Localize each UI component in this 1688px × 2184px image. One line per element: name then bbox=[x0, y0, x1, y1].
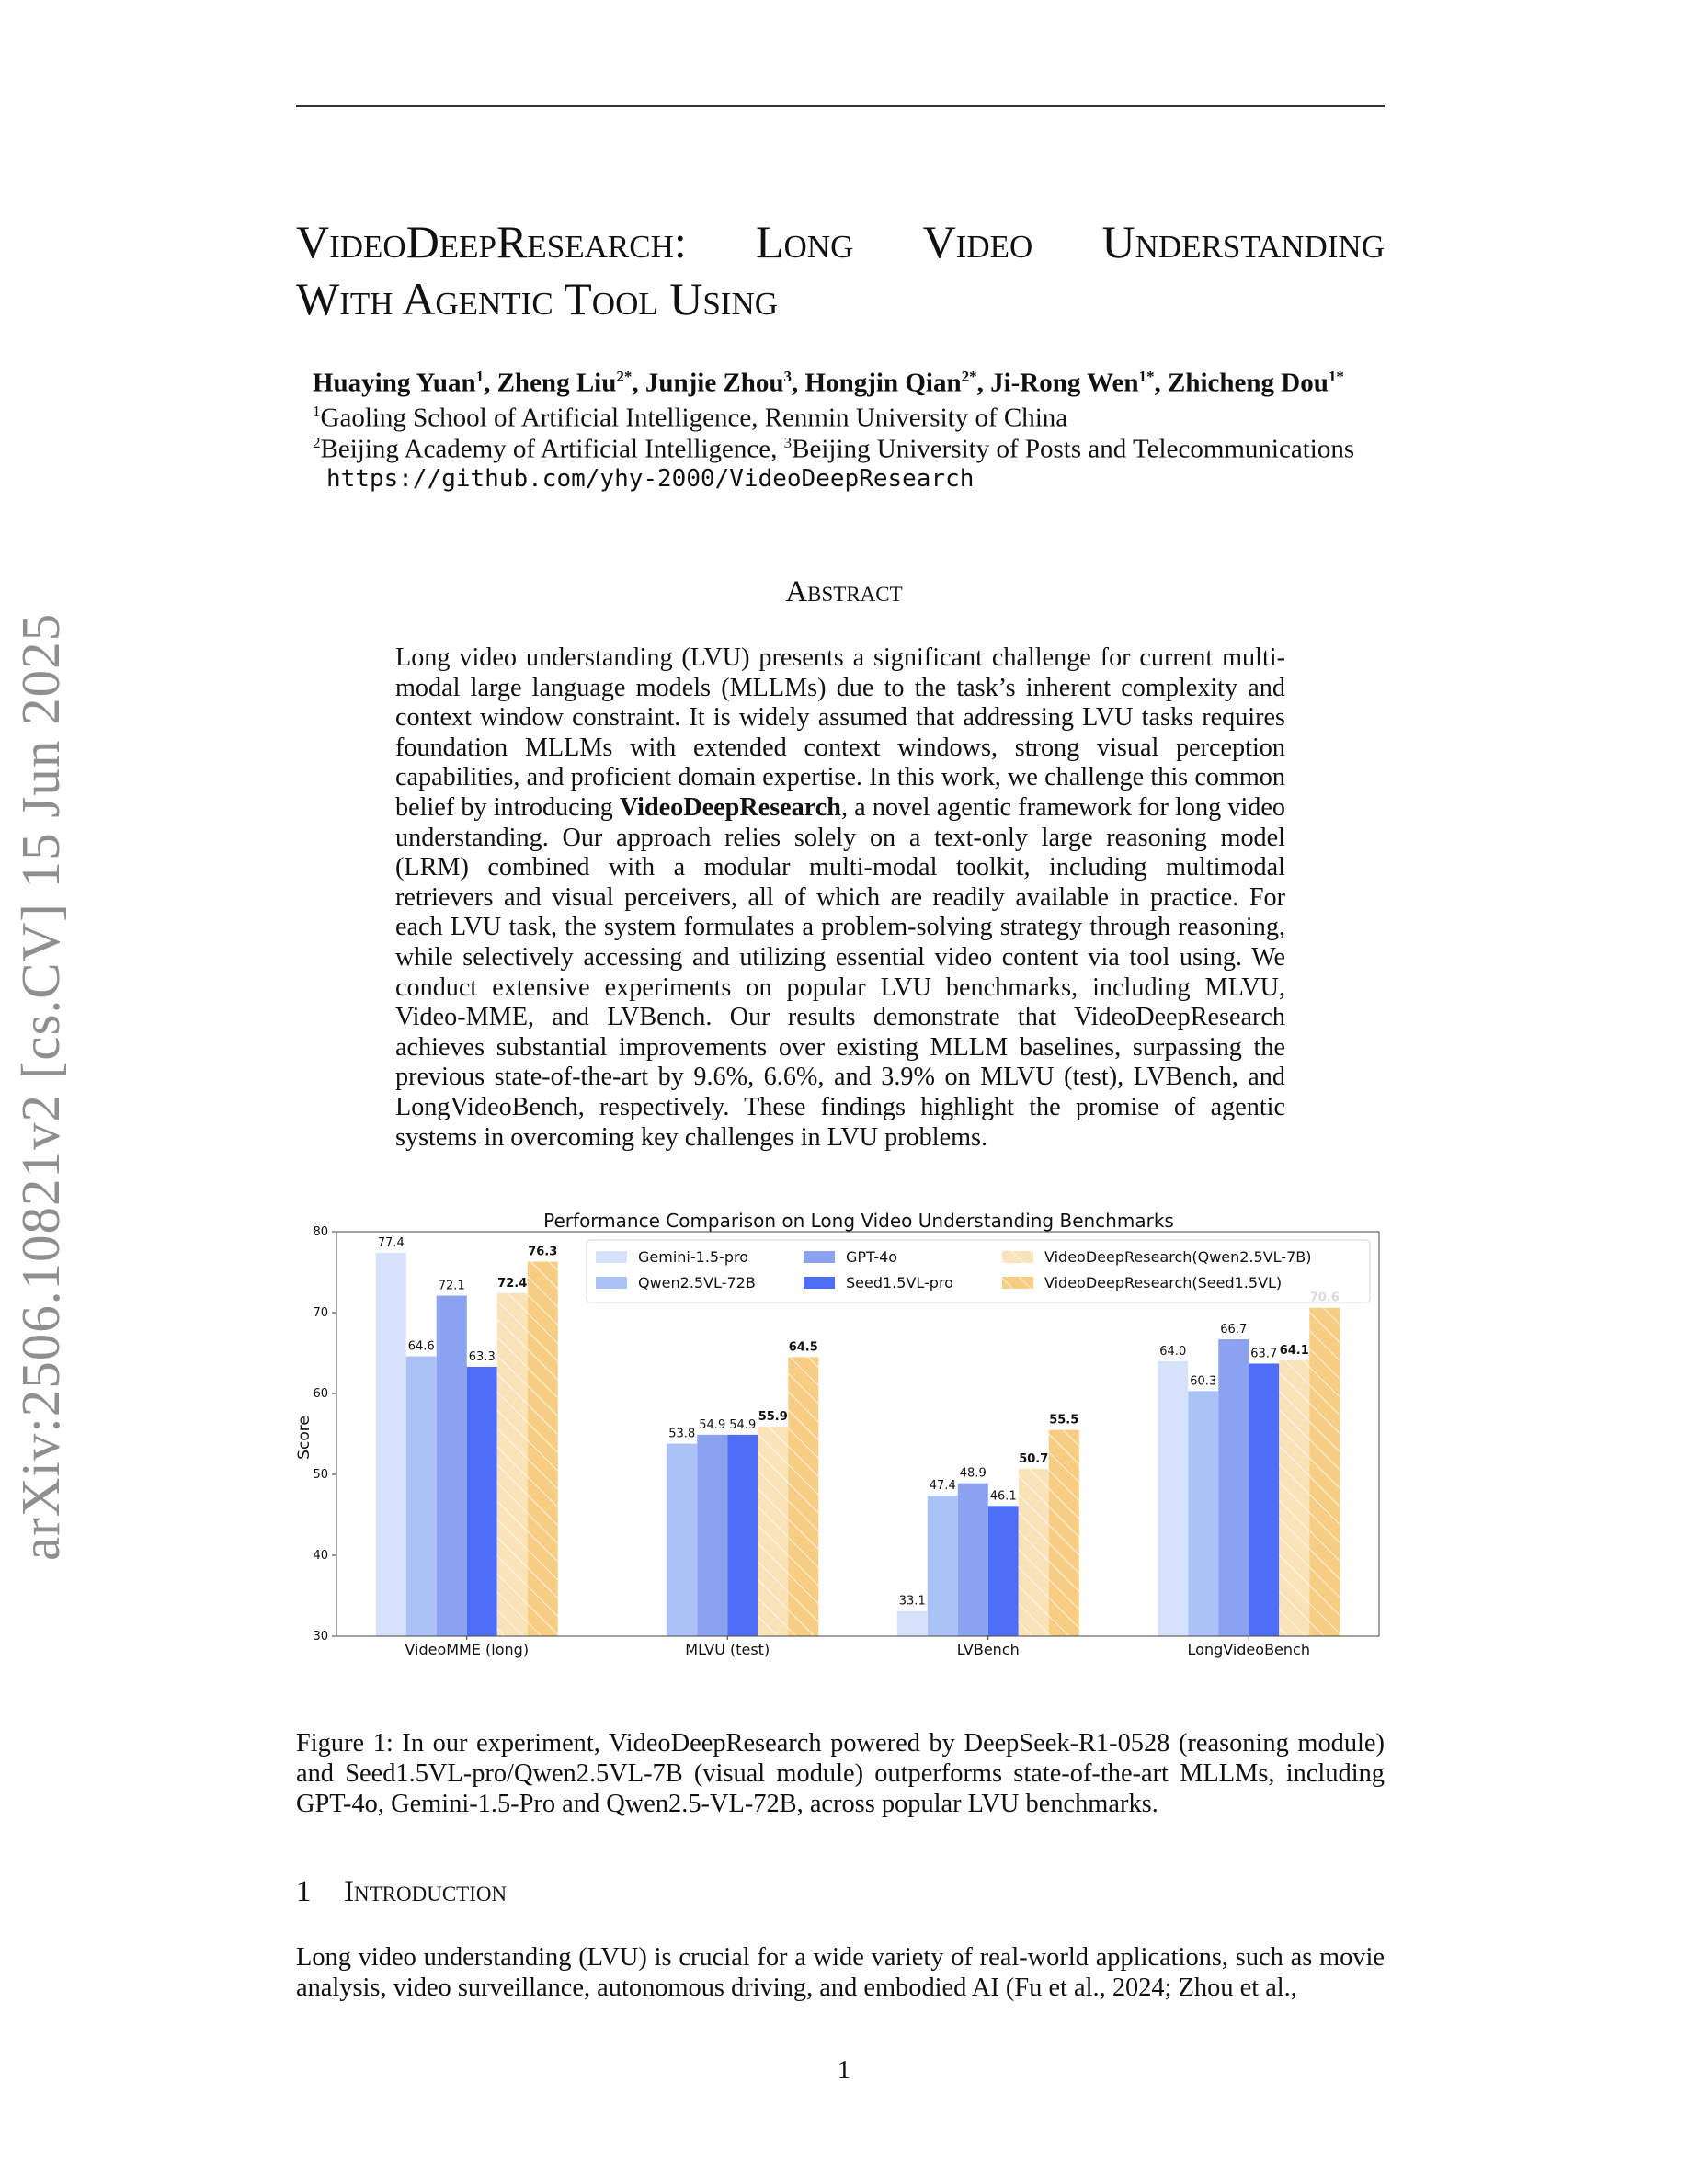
affiliation-text: Gaoling School of Artificial Intelligence, Renmin University of China bbox=[320, 403, 1068, 433]
data-label: 60.3 bbox=[1190, 1374, 1217, 1389]
chart-bar bbox=[958, 1484, 988, 1636]
abstract-framework-name: VideoDeepResearch bbox=[619, 792, 841, 822]
affiliation-text: Beijing Academy of Artificial Intelligence, bbox=[320, 434, 784, 464]
data-label: 63.7 bbox=[1250, 1347, 1278, 1361]
author-name: Huaying Yuan bbox=[313, 368, 476, 398]
data-label: 64.1 bbox=[1279, 1343, 1309, 1358]
author-name: Junjie Zhou bbox=[644, 368, 784, 398]
chart-bar-hatch bbox=[1309, 1308, 1340, 1636]
chart-bar-hatch bbox=[788, 1357, 818, 1636]
abstract-heading: Abstract bbox=[785, 575, 903, 609]
chart-bar bbox=[1158, 1361, 1188, 1636]
figure-caption: Figure 1: In our experiment, VideoDeepResearch powered by DeepSeek-R1-0528 (reasoning module) and Seed1.5VL-pro/Qwen2.5VL-7B (visual module) outperforms state-of-the-art MLLMs, including GPT-4o, Gemini-1.5-Pro and Qwen2.5-VL-72B, across popular LVU benchmarks. bbox=[296, 1729, 1385, 1818]
legend-swatch bbox=[804, 1277, 835, 1289]
legend-swatch bbox=[596, 1277, 627, 1289]
affiliation-1 bbox=[313, 403, 1067, 434]
data-label: 55.9 bbox=[758, 1410, 788, 1425]
chart-bar-hatch bbox=[528, 1262, 558, 1636]
legend-label: Gemini-1.5-pro bbox=[638, 1248, 749, 1266]
data-label: 66.7 bbox=[1220, 1323, 1248, 1337]
x-tick-label: MLVU (test) bbox=[685, 1641, 770, 1658]
abstract-part: Long video understanding (LVU) presents a significant challenge for current multi-modal large language models (MLLMs) due to the task’s inherent complexity and context window constraint. It is widely assumed that addressing LVU tasks requires foundation MLLMs with extended context windows, strong visual perception capabilities, and proficient domain expertise. In this work, we challenge this common belief by introducing bbox=[395, 643, 1285, 822]
chart-bar-hatch bbox=[1019, 1469, 1049, 1636]
chart-bar bbox=[988, 1506, 1019, 1636]
abstract-part: , a novel agentic framework for long video understanding. Our approach relies solely on a text-only large reasoning model (LRM) combined with a modular multi-modal toolkit, including multimodal retrievers and visual perceivers, all of which are readily available in practice. For each LVU task, the system formulates a problem-solving strategy through reasoning, while selectively accessing and utilizing essential video content via tool using. We conduct extensive experiments on popular LVU benchmarks, including MLVU, Video-MME, and LVBench. Our results demonstrate that VideoDeepResearch achieves substantial improvements over existing MLLM baselines, surpassing the previous state-of-the-art by 9.6%, 6.6%, and 3.9% on MLVU (test), LVBench, and LongVideoBench, respectively. These findings highlight the promise of agentic systems in overcoming key challenges in LVU problems. bbox=[395, 792, 1285, 1152]
author-affiliation-mark: 2* bbox=[961, 368, 977, 385]
data-label: 72.1 bbox=[438, 1279, 465, 1293]
title-line-1 bbox=[296, 213, 1385, 270]
author-affiliation-mark: 2* bbox=[616, 368, 633, 385]
author-name: Zhicheng Dou bbox=[1168, 368, 1329, 398]
data-label: 47.4 bbox=[929, 1478, 956, 1493]
data-label: 64.6 bbox=[407, 1339, 435, 1354]
author-affiliation-mark: 3 bbox=[783, 368, 793, 385]
arxiv-identifier[interactable]: arXiv:2506.10821v2 [cs.CV] 15 Jun 2025 bbox=[10, 612, 71, 1561]
title-word: Long bbox=[755, 216, 854, 267]
author-name: Zheng Liu bbox=[496, 368, 617, 398]
title-word: Video bbox=[922, 216, 1033, 267]
y-tick-label: 30 bbox=[313, 1630, 328, 1644]
chart-bar bbox=[727, 1435, 758, 1636]
chart-bar-hatch bbox=[497, 1293, 528, 1636]
chart-bar bbox=[667, 1444, 697, 1636]
chart-bar bbox=[1249, 1363, 1279, 1636]
abstract-text bbox=[395, 643, 1285, 1153]
data-label: 33.1 bbox=[898, 1594, 926, 1609]
y-tick-label: 50 bbox=[313, 1468, 328, 1482]
legend-swatch-hatch bbox=[1002, 1277, 1033, 1289]
data-label: 55.5 bbox=[1049, 1413, 1079, 1428]
paper-title bbox=[296, 213, 1385, 327]
section-heading bbox=[296, 1875, 507, 1909]
title-word: Understanding bbox=[1101, 216, 1385, 267]
author-name: Hongjin Qian bbox=[804, 368, 962, 398]
legend-label: VideoDeepResearch(Qwen2.5VL-7B) bbox=[1044, 1248, 1312, 1266]
chart-bar-hatch bbox=[1279, 1360, 1309, 1636]
data-label: 48.9 bbox=[959, 1466, 987, 1481]
y-tick-label: 70 bbox=[313, 1306, 328, 1320]
chart-bar bbox=[697, 1435, 727, 1636]
y-tick-label: 80 bbox=[313, 1225, 328, 1239]
author-affiliation-mark: 1 bbox=[475, 368, 485, 385]
benchmark-bar-chart bbox=[285, 1199, 1403, 1677]
affiliation-mark: 2 bbox=[313, 434, 321, 451]
affiliation-text: Beijing University of Posts and Telecommunications bbox=[792, 434, 1355, 464]
y-tick-label: 40 bbox=[313, 1549, 328, 1563]
data-label: 50.7 bbox=[1019, 1451, 1049, 1466]
legend-label: Qwen2.5VL-72B bbox=[638, 1274, 756, 1291]
section-title: Introduction bbox=[344, 1875, 508, 1908]
chart-bar bbox=[406, 1357, 437, 1636]
author-affiliation-mark: 1* bbox=[1328, 368, 1344, 385]
page-number: 1 bbox=[837, 2055, 851, 2085]
data-label: 77.4 bbox=[377, 1235, 405, 1250]
chart-bar-hatch bbox=[1049, 1430, 1079, 1636]
header-rule bbox=[296, 105, 1385, 107]
author-affiliation-mark: 1* bbox=[1138, 368, 1155, 385]
legend-label: Seed1.5VL-pro bbox=[846, 1274, 953, 1291]
legend-swatch bbox=[804, 1251, 835, 1263]
chart-title: Performance Comparison on Long Video Understanding Benchmarks bbox=[543, 1210, 1174, 1232]
title-word: VideoDeepResearch: bbox=[296, 216, 687, 267]
chart-bar bbox=[467, 1367, 497, 1636]
data-label: 63.3 bbox=[468, 1349, 496, 1364]
legend-swatch-hatch bbox=[1002, 1251, 1033, 1263]
legend-swatch bbox=[596, 1251, 627, 1263]
data-label: 46.1 bbox=[989, 1489, 1017, 1504]
title-line-2: With Agentic Tool Using bbox=[296, 273, 779, 324]
x-tick-label: VideoMME (long) bbox=[405, 1641, 530, 1658]
chart-bar bbox=[1218, 1339, 1249, 1636]
y-axis-label: Score bbox=[295, 1416, 314, 1460]
x-tick-label: LVBench bbox=[956, 1641, 1020, 1658]
chart-bar bbox=[1188, 1391, 1218, 1636]
legend-label: GPT-4o bbox=[846, 1248, 898, 1266]
data-label: 76.3 bbox=[528, 1245, 558, 1259]
data-label: 64.5 bbox=[788, 1340, 818, 1355]
data-label: 54.9 bbox=[699, 1417, 726, 1432]
author-list: Huaying Yuan$^1$, Zheng Liu$^{2*}$, Junjie Zhou$^3$, Hongjin Qian$^{2*}$, Ji-Rong Wen$^{1*}$, Zhicheng Dou$^{1*}$ bbox=[313, 368, 1344, 398]
y-tick-label: 60 bbox=[313, 1387, 328, 1401]
data-label: 53.8 bbox=[668, 1427, 696, 1441]
figure-1 bbox=[285, 1199, 1403, 1677]
chart-bar bbox=[928, 1496, 958, 1636]
intro-paragraph: Long video understanding (LVU) is crucial for a wide variety of real-world applications, such as movie analysis, video surveillance, autonomous driving, and embodied AI (Fu et al., 2024; Zhou et al., bbox=[296, 1943, 1385, 2002]
data-label: 72.4 bbox=[497, 1276, 528, 1291]
chart-bar-hatch bbox=[758, 1427, 788, 1636]
data-label: 64.0 bbox=[1159, 1344, 1187, 1359]
data-label: 54.9 bbox=[729, 1417, 757, 1432]
repository-link[interactable]: https://github.com/yhy-2000/VideoDeepResearch bbox=[326, 465, 975, 493]
author-name: Ji-Rong Wen bbox=[990, 368, 1139, 398]
x-tick-label: LongVideoBench bbox=[1187, 1641, 1310, 1658]
affiliation-mark: 1 bbox=[313, 403, 321, 420]
chart-bar bbox=[376, 1253, 406, 1636]
chart-bar bbox=[897, 1611, 928, 1636]
chart-bar bbox=[437, 1296, 467, 1636]
legend-label: VideoDeepResearch(Seed1.5VL) bbox=[1044, 1274, 1283, 1291]
affiliation-2 bbox=[313, 434, 1354, 465]
affiliation-mark: 3 bbox=[783, 434, 793, 451]
section-number: 1 bbox=[296, 1875, 312, 1908]
